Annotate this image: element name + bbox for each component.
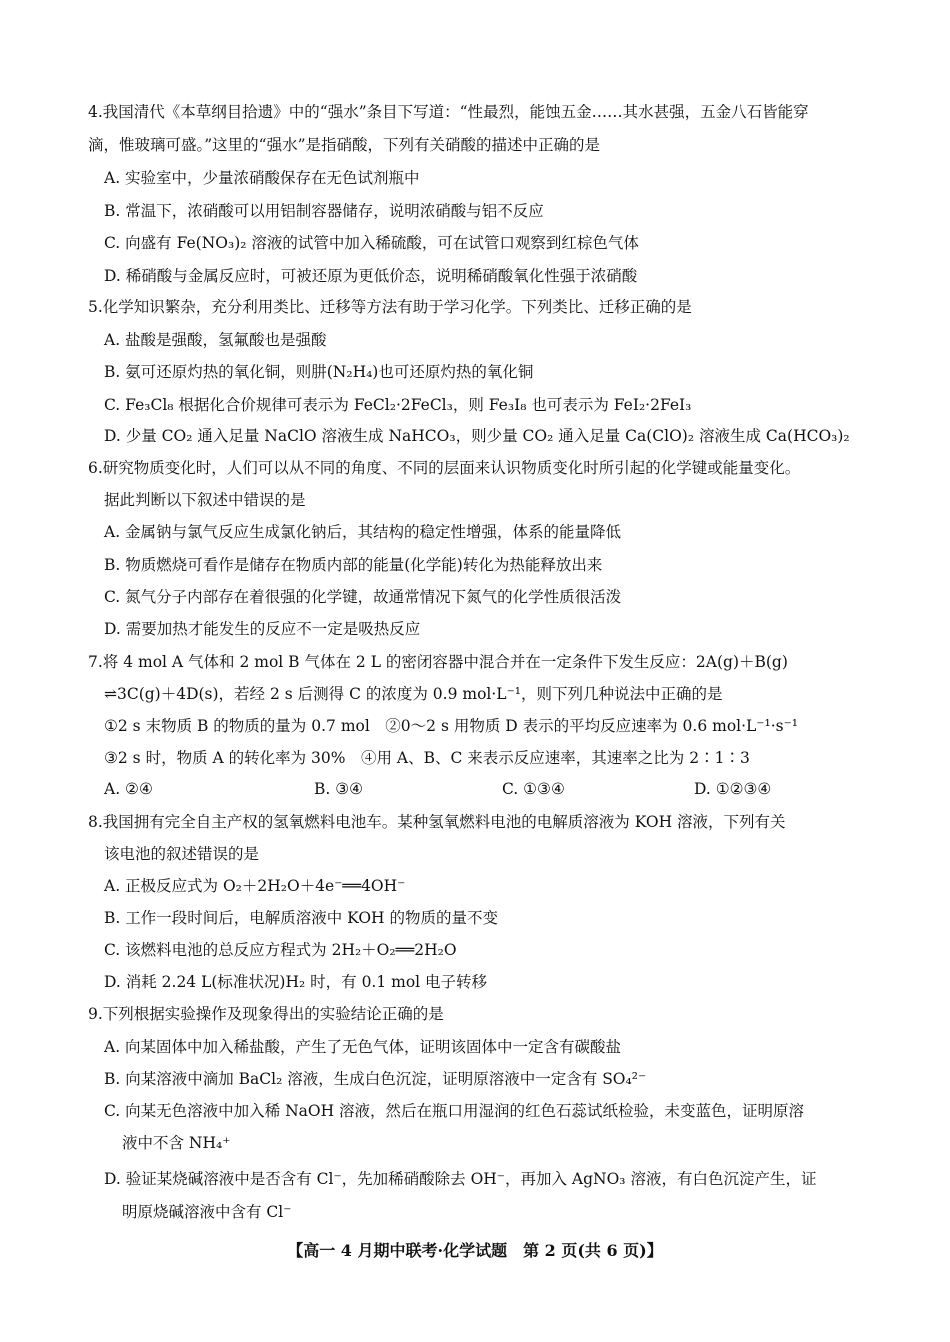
q9-option-d-line2: 明原烧碱溶液中含有 Cl⁻	[122, 1203, 292, 1221]
q8-stem-line2: 该电池的叙述错误的是	[104, 845, 260, 863]
q4-option-d: D. 稀硝酸与金属反应时，可被还原为更低价态，说明稀硝酸氧化性强于浓硝酸	[104, 267, 638, 285]
q7-option-a: A. ②④	[104, 780, 153, 798]
q7-statement-line1: ①2 s 末物质 B 的物质的量为 0.7 mol ②0～2 s 用物质 D 表示的平均反应速率为 0.6 mol·L⁻¹·s⁻¹	[104, 717, 798, 735]
q5-option-c: C. Fe₃Cl₈ 根据化合价规律可表示为 FeCl₂·2FeCl₃，则 Fe₃I₈ 也可表示为 FeI₂·2FeI₃	[104, 396, 692, 414]
q4-stem-line2: 滴，惟玻璃可盛。”这里的“强水”是指硝酸，下列有关硝酸的描述中正确的是	[88, 136, 601, 154]
q9-option-c-line1: C. 向某无色溶液中加入稀 NaOH 溶液，然后在瓶口用湿润的红色石蕊试纸检验，未变蓝色，证明原溶	[104, 1102, 805, 1120]
q9-option-c-line2: 液中不含 NH₄⁺	[122, 1134, 231, 1152]
q5-option-b: B. 氨可还原灼热的氧化铜，则肼(N₂H₄)也可还原灼热的氧化铜	[104, 363, 534, 381]
q6-stem-line1: 6.研究物质变化时，人们可以从不同的角度、不同的层面来认识物质变化时所引起的化学键或能量变化。	[88, 459, 801, 477]
q9-stem-line1: 9.下列根据实验操作及现象得出的实验结论正确的是	[88, 1005, 444, 1023]
q8-option-a: A. 正极反应式为 O₂＋2H₂O＋4e⁻══4OH⁻	[104, 877, 406, 895]
q4-option-c: C. 向盛有 Fe(NO₃)₂ 溶液的试管中加入稀硫酸，可在试管口观察到红棕色气体	[104, 234, 639, 252]
q6-option-a: A. 金属钠与氯气反应生成氯化钠后，其结构的稳定性增强，体系的能量降低	[104, 523, 622, 541]
q7-option-d: D. ①②③④	[694, 780, 772, 798]
q5-option-a: A. 盐酸是强酸，氢氟酸也是强酸	[104, 331, 327, 349]
q7-option-c: C. ①③④	[502, 780, 565, 798]
q8-option-c: C. 该燃料电池的总反应方程式为 2H₂＋O₂══2H₂O	[104, 941, 457, 959]
q7-stem-line2: ⇌3C(g)＋4D(s)，若经 2 s 后测得 C 的浓度为 0.9 mol·L⁻¹，则下列几种说法中正确的是	[104, 685, 723, 703]
q6-option-b: B. 物质燃烧可看作是储存在物质内部的能量(化学能)转化为热能释放出来	[104, 556, 603, 574]
q5-stem-line1: 5.化学知识繁杂，充分利用类比、迁移等方法有助于学习化学。下列类比、迁移正确的是	[88, 298, 692, 316]
q4-option-b: B. 常温下，浓硝酸可以用铝制容器储存，说明浓硝酸与铝不反应	[104, 202, 544, 220]
page-footer: 【高一 4 月期中联考·化学试题 第 2 页(共 6 页)】	[287, 1241, 663, 1260]
q8-option-b: B. 工作一段时间后，电解质溶液中 KOH 的物质的量不变	[104, 909, 498, 927]
q5-option-d: D. 少量 CO₂ 通入足量 NaClO 溶液生成 NaHCO₃，则少量 CO₂ 通入足量 Ca(ClO)₂ 溶液生成 Ca(HCO₃)₂	[104, 427, 850, 445]
q7-stem-line1: 7.将 4 mol A 气体和 2 mol B 气体在 2 L 的密闭容器中混合并在一定条件下发生反应：2A(g)＋B(g)	[88, 653, 788, 671]
q4-option-a: A. 实验室中，少量浓硝酸保存在无色试剂瓶中	[104, 169, 420, 187]
q9-option-d-line1: D. 验证某烧碱溶液中是否含有 Cl⁻，先加稀硝酸除去 OH⁻，再加入 AgNO₃ 溶液，有白色沉淀产生，证	[104, 1170, 817, 1188]
q9-option-b: B. 向某溶液中滴加 BaCl₂ 溶液，生成白色沉淀，证明原溶液中一定含有 SO₄²⁻	[104, 1070, 647, 1088]
q6-stem-line2: 据此判断以下叙述中错误的是	[104, 491, 306, 509]
q6-option-c: C. 氮气分子内部存在着很强的化学键，故通常情况下氮气的化学性质很活泼	[104, 588, 622, 606]
q7-option-b: B. ③④	[314, 780, 364, 798]
q8-stem-line1: 8.我国拥有完全自主产权的氢氧燃料电池车。某种氢氧燃料电池的电解质溶液为 KOH 溶液，下列有关	[88, 813, 786, 831]
q7-statement-line2: ③2 s 时，物质 A 的转化率为 30% ④用 A、B、C 来表示反应速率，其速率之比为 2∶1∶3	[104, 749, 750, 767]
q9-option-a: A. 向某固体中加入稀盐酸，产生了无色气体，证明该固体中一定含有碳酸盐	[104, 1038, 622, 1056]
q8-option-d: D. 消耗 2.24 L(标准状况)H₂ 时，有 0.1 mol 电子转移	[104, 973, 488, 991]
q4-stem-line1: 4.我国清代《本草纲目拾遗》中的“强水”条目下写道：“性最烈，能蚀五金……其水甚强，五金八石皆能穿	[88, 103, 809, 121]
q6-option-d: D. 需要加热才能发生的反应不一定是吸热反应	[104, 620, 421, 638]
